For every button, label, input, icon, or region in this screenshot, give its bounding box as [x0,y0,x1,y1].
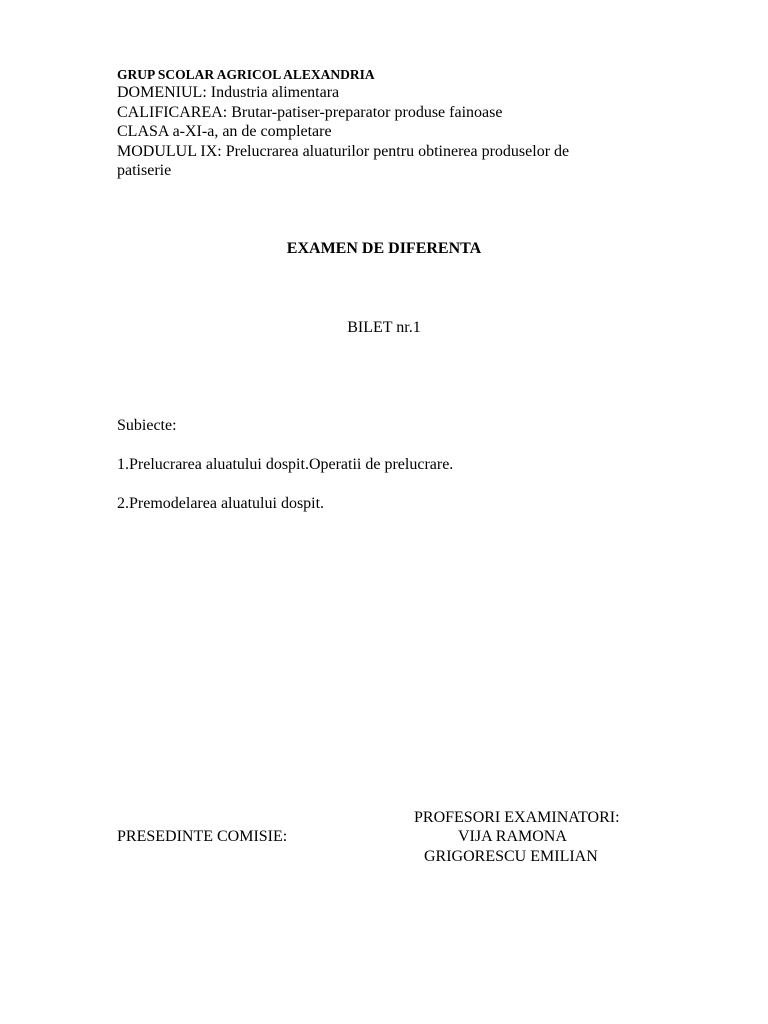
examiner-name-1: VIJA RAMONA [458,828,567,845]
commission-president-label: PRESEDINTE COMISIE: [117,828,288,845]
subject-item-2: 2.Premodelarea aluatului dospit. [117,495,325,512]
examiners-label: PROFESORI EXAMINATORI: [414,809,620,826]
subject-item-1: 1.Prelucrarea aluatului dospit.Operatii de prelucrare. [117,456,454,473]
ticket-number: BILET nr.1 [347,319,421,336]
class-line: CLASA a-XI-a, an de completare [117,123,332,140]
school-name: GRUP SCOLAR AGRICOL ALEXANDRIA [117,67,375,82]
module-line-continued: patiserie [117,162,172,179]
domain-line: DOMENIUL: Industria alimentara [117,84,340,101]
qualification-line: CALIFICAREA: Brutar-patiser-preparator produse fainoase [117,104,503,121]
subjects-label: Subiecte: [117,417,177,434]
exam-title: EXAMEN DE DIFERENTA [286,240,482,257]
examiner-name-2: GRIGORESCU EMILIAN [424,848,598,865]
module-line: MODULUL IX: Prelucrarea aluaturilor pentru obtinerea produselor de [117,143,570,160]
